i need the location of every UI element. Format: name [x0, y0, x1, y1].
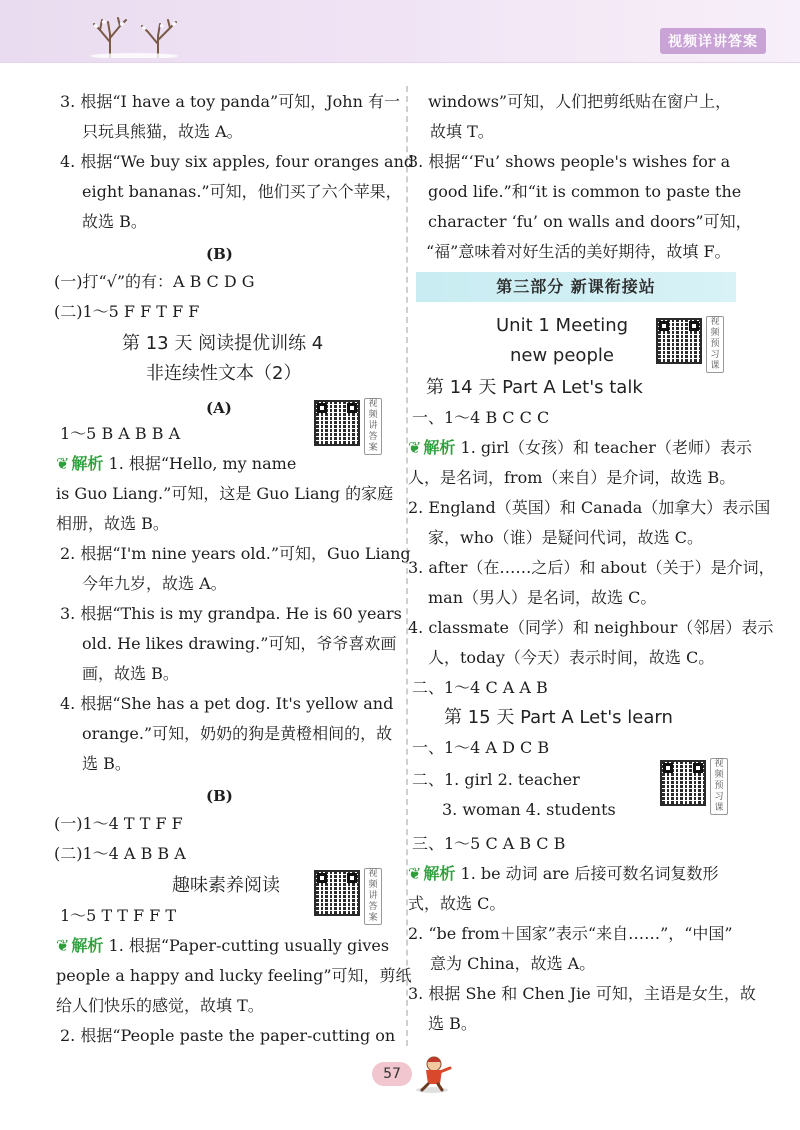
answer-line: 二、1～4 C A A B: [412, 678, 548, 697]
text-line: 给人们快乐的感觉，故填 T。: [56, 996, 264, 1015]
answer-line: 一、1～4 B C C C: [412, 408, 550, 427]
header-tag: 视频详讲答案: [660, 28, 766, 54]
analysis-text: 1. 根据“Hello, my name: [103, 454, 297, 473]
text-line: 3. 根据 She 和 Chen Jie 可知，主语是女生，故: [408, 984, 756, 1003]
leaf-icon: ❦: [408, 438, 422, 457]
text-line: windows”可知，人们把剪纸贴在窗户上，: [428, 92, 732, 111]
text-line: 人，是名词，from（来自）是介词，故选 B。: [408, 468, 736, 487]
analysis-text: 1. be 动词 are 后接可数名词复数形: [455, 864, 719, 883]
day-title: 第 15 天 Part A Let's learn: [444, 707, 673, 728]
qr-code-icon[interactable]: [314, 400, 360, 446]
text-line: 2. 根据“I'm nine years old.”可知，Guo Liang: [60, 544, 411, 563]
text-line: 4. 根据“We buy six apples, four oranges and: [60, 152, 415, 171]
text-line: 意为 China，故选 A。: [430, 954, 596, 973]
text-line: 选 B。: [82, 754, 131, 773]
answer-line: (二)1～4 A B B A: [54, 844, 186, 863]
qr-label: 视频讲答案: [364, 868, 382, 925]
text-line: 今年九岁，故选 A。: [82, 574, 227, 593]
bare-trees-icon: [88, 14, 198, 58]
text-line: eight bananas.”可知，他们买了六个苹果，: [82, 182, 402, 201]
text-line: good life.”和“it is common to paste the: [428, 182, 742, 201]
analysis-line: [408, 864, 719, 884]
text-line: 故选 B。: [82, 212, 147, 231]
answer-line: 1～5 T T F F T: [60, 906, 177, 925]
page-header: [0, 0, 800, 63]
answer-line: 1～5 B A B B A: [60, 424, 181, 443]
day-subtitle: 非连续性文本（2）: [146, 363, 302, 384]
qr-code-icon[interactable]: [656, 318, 702, 364]
text-line: 式，故选 C。: [408, 894, 506, 913]
text-line: 家，who（谁）是疑问代词，故选 C。: [428, 528, 703, 547]
section-label: (B): [206, 787, 233, 805]
day-title: 第 14 天 Part A Let's talk: [426, 377, 643, 398]
text-line: 4. classmate（同学）和 neighbour（邻居）表示: [408, 618, 774, 637]
qr-label: 视频讲答案: [364, 398, 382, 455]
text-line: old. He likes drawing.”可知，爷爷喜欢画: [82, 634, 397, 653]
analysis-line: [56, 454, 296, 474]
text-line: 画，故选 B。: [82, 664, 179, 683]
analysis-label: 解析: [71, 454, 104, 473]
text-line: is Guo Liang.”可知，这是 Guo Liang 的家庭: [56, 484, 394, 503]
text-line: 2. “be from＋国家”表示“来自……”，“中国”: [408, 924, 733, 943]
text-line: 4. 根据“She has a pet dog. It's yellow and: [60, 694, 394, 713]
text-line: 只玩具熊猫，故选 A。: [82, 122, 243, 141]
leaf-icon: ❦: [408, 864, 422, 883]
text-line: 人，today（今天）表示时间，故选 C。: [428, 648, 715, 667]
qr-code-icon[interactable]: [660, 760, 706, 806]
text-line: 3. 根据“‘Fu’ shows people's wishes for a: [408, 152, 731, 171]
leaf-icon: ❦: [56, 936, 70, 955]
leaf-icon: ❦: [56, 454, 70, 473]
answer-line: 二、1. girl 2. teacher: [412, 770, 580, 789]
answer-line: (一)1～4 T T F F: [54, 814, 183, 833]
analysis-line: [56, 936, 389, 956]
analysis-label: 解析: [423, 864, 456, 883]
text-line: 3. 根据“I have a toy panda”可知，John 有一: [60, 92, 400, 111]
answer-line: 三、1～5 C A B C B: [412, 834, 566, 853]
part-banner: 第三部分 新课衔接站: [416, 272, 736, 302]
text-line: character ‘fu’ on walls and doors”可知，: [428, 212, 752, 231]
text-line: 2. England（英国）和 Canada（加拿大）表示国: [408, 498, 771, 517]
analysis-line: [408, 438, 752, 458]
day-title: 第 13 天 阅读提优训练 4: [122, 333, 324, 354]
text-line: (二)1～5 F F T F F: [54, 302, 200, 321]
answer-line: 3. woman 4. students: [442, 800, 616, 819]
text-line: orange.”可知，奶奶的狗是黄橙相间的，故: [82, 724, 393, 743]
text-line: (一)打“√”的有：A B C D G: [54, 272, 255, 291]
section-label: (A): [206, 399, 232, 417]
analysis-text: 1. 根据“Paper-cutting usually gives: [103, 936, 390, 955]
text-line: people a happy and lucky feeling”可知，剪纸: [56, 966, 412, 985]
text-line: man（男人）是名词，故选 C。: [428, 588, 657, 607]
qr-label: 视频预习课: [710, 758, 728, 815]
unit-subtitle: new people: [510, 345, 614, 366]
qr-code-icon[interactable]: [314, 870, 360, 916]
section-title: 趣味素养阅读: [172, 875, 280, 896]
text-line: 相册，故选 B。: [56, 514, 169, 533]
text-line: 3. 根据“This is my grandpa. He is 60 years: [60, 604, 402, 623]
analysis-text: 1. girl（女孩）和 teacher（老师）表示: [455, 438, 752, 457]
analysis-label: 解析: [423, 438, 456, 457]
section-label: (B): [206, 245, 233, 263]
page-number: 57: [372, 1062, 412, 1086]
answer-line: 一、1～4 A D C B: [412, 738, 550, 757]
unit-title: Unit 1 Meeting: [496, 315, 629, 336]
text-line: “福”意味着对好生活的美好期待，故填 F。: [426, 242, 731, 261]
mascot-icon: [410, 1050, 454, 1094]
text-line: 3. after（在……之后）和 about（关于）是介词，: [408, 558, 775, 577]
text-line: 选 B。: [428, 1014, 477, 1033]
qr-label: 视频预习课: [706, 316, 724, 373]
analysis-label: 解析: [71, 936, 104, 955]
text-line: 故填 T。: [430, 122, 494, 141]
text-line: 2. 根据“People paste the paper-cutting on: [60, 1026, 396, 1045]
